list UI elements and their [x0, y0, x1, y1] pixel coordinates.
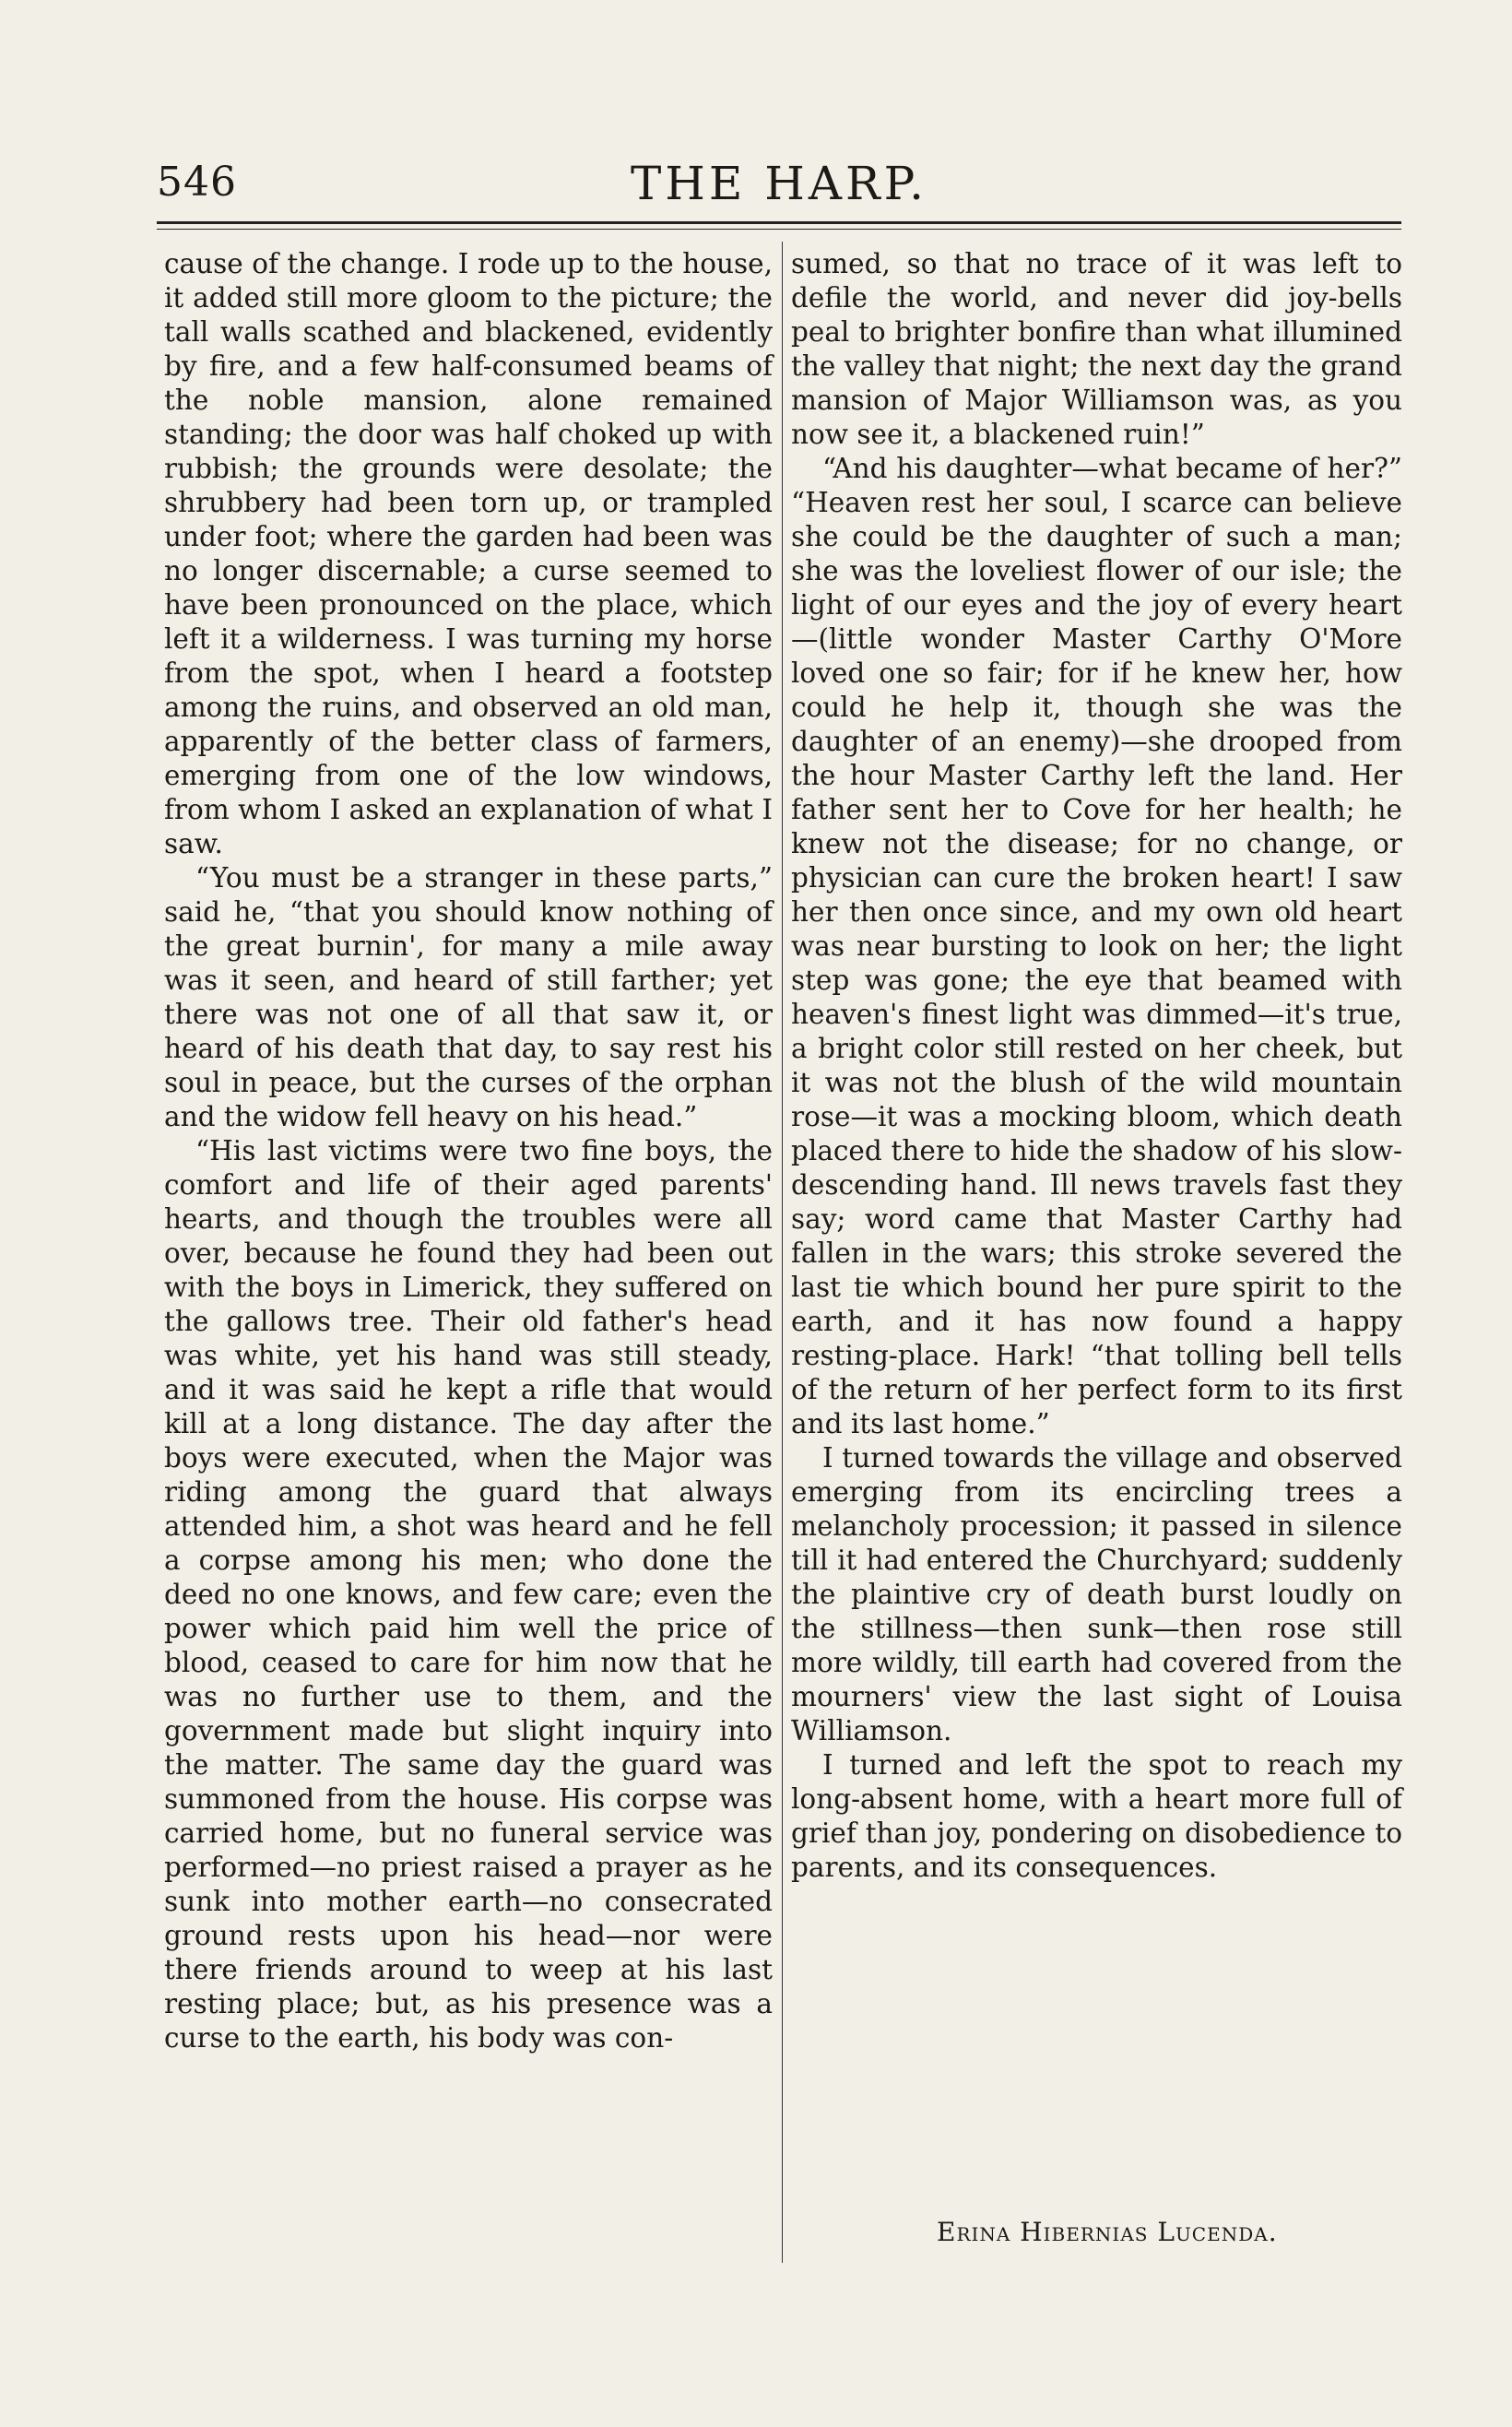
- right-column: [791, 247, 1402, 1885]
- left-column: [164, 247, 773, 2055]
- column-divider: [782, 242, 783, 2263]
- paragraph: I turned and left the spot to reach my long-absent home, with a heart more full of grief than joy, pondering on disobedience to parents, and its consequences.: [791, 1749, 1402, 1883]
- paragraph: I turned towards the village and observed emerging from its encircling trees a melancholy procession; it passed in silence till it had entered the Churchyard; suddenly the plaintive cry of death burst loudly on the stillness—then sunk—then rose still more wildly, till earth had covered from the mourners' view the last sight of Louisa Williamson.: [791, 1442, 1402, 1746]
- author-signature: Erina Hibernias Lucenda.: [937, 2217, 1278, 2247]
- paragraph: cause of the change. I rode up to the house, it added still more gloom to the picture; the tall walls scathed and blackened, evidently by fire, and a few half-consumed beams of the noble mansion, alone remained standing; the door was half choked up with rubbish; the grounds were desolate; the shrubbery had been torn up, or trampled under foot; where the garden had been was no longer discernable; a curse seemed to have been pronounced on the place, which left it a wilderness. I was turning my horse from the spot, when I heard a footstep among the ruins, and observed an old man, apparently of the better class of farmers, emerging from one of the low windows, from whom I asked an explanation of what I saw.: [164, 248, 773, 859]
- paragraph: “You must be a stranger in these parts,” said he, “that you should know nothing of the great burnin', for many a mile away was it seen, and heard of still farther; yet there was not one of all that saw it, or heard of his death that day, to say rest his soul in peace, but the curses of the orphan and the widow fell heavy on his head.”: [164, 862, 773, 1132]
- page-number: 546: [157, 159, 237, 206]
- paragraph: “And his daughter—what became of her?” “Heaven rest her soul, I scarce can believe she could be the daughter of such a man; she was the loveliest flower of our isle; the light of our eyes and the joy of every heart—(little wonder Master Carthy O'More loved one so fair; for if he knew her, how could he help it, though she was the daughter of an enemy)—she drooped from the hour Master Carthy left the land. Her father sent her to Cove for her health; he knew not the disease; for no change, or physician can cure the broken heart! I saw her then once since, and my own old heart was near bursting to look on her; the light step was gone; the eye that beamed with heaven's finest light was dimmed—it's true, a bright color still rested on her cheek, but it was not the blush of the wild mountain rose—it was a mocking bloom, which death placed there to hide the shadow of his slow-descending hand. Ill news travels fast they say; word came that Master Carthy had fallen in the wars; this stroke severed the last tie which bound her pure spirit to the earth, and it has now found a happy resting-place. Hark! “that tolling bell tells of the return of her perfect form to its first and its last home.”: [791, 453, 1402, 1439]
- paragraph: sumed, so that no trace of it was left to defile the world, and never did joy-bells peal to brighter bonfire than what illumined the valley that night; the next day the grand mansion of Major Williamson was, as you now see it, a blackened ruin!”: [791, 248, 1402, 450]
- page-header: [157, 157, 1401, 212]
- paragraph: “His last victims were two fine boys, the comfort and life of their aged parents' hearts, and though the troubles were all over, because he found they had been out with the boys in Limerick, they suffered on the gallows tree. Their old father's head was white, yet his hand was still steady, and it was said he kept a rifle that would kill at a long distance. The day after the boys were executed, when the Major was riding among the guard that always attended him, a shot was heard and he fell a corpse among his men; who done the deed no one knows, and few care; even the power which paid him well the price of blood, ceased to care for him now that he was no further use to them, and the government made but slight inquiry into the matter. The same day the guard was summoned from the house. His corpse was carried home, but no funeral service was performed—no priest raised a prayer as he sunk into mother earth—no consecrated ground rests upon his head—nor were there friends around to weep at his last resting place; but, as his presence was a curse to the earth, his body was con-: [164, 1135, 773, 2054]
- publication-title: THE HARP.: [630, 157, 928, 210]
- header-rule-thin: [157, 229, 1401, 230]
- header-rule-thick: [157, 221, 1401, 224]
